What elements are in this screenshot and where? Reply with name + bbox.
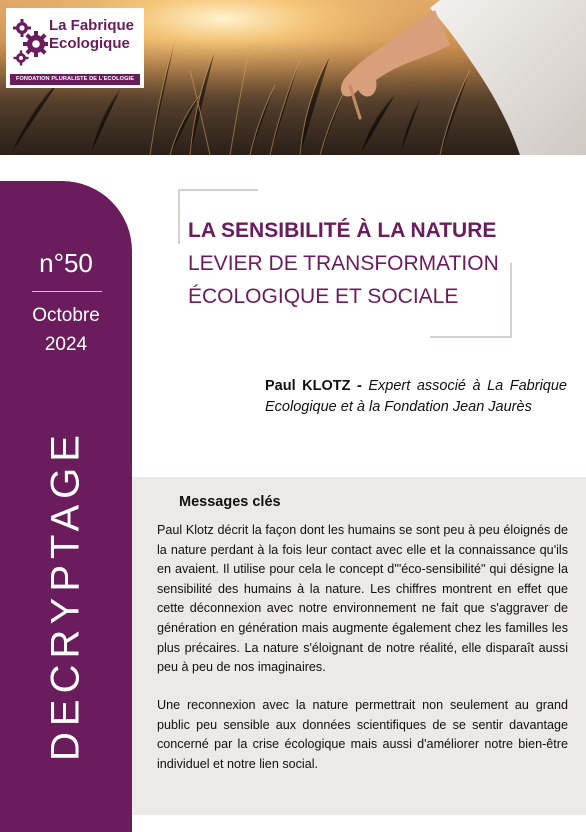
brand-name-line1: La Fabrique <box>49 17 135 34</box>
issue-divider <box>32 291 102 292</box>
brand-logo <box>6 8 144 88</box>
author-name: Paul KLOTZ - <box>265 378 362 394</box>
issue-number: n°50 <box>39 248 93 278</box>
brand-tagline: FONDATION PLURALISTE DE L'ECOLOGIE <box>10 74 140 85</box>
page-subtitle-line1: LEVIER DE TRANSFORMATION <box>188 252 499 275</box>
key-messages-heading: Messages clés <box>179 494 281 510</box>
page-title: LA SENSIBILITÉ À LA NATURE <box>188 219 497 242</box>
brand-name-line2: Ecologique <box>49 35 130 52</box>
issue-month: Octobre <box>32 305 100 326</box>
author-credit <box>265 376 567 418</box>
gear-leaf-icon <box>10 18 48 70</box>
issue-year: 2024 <box>44 334 88 355</box>
brand-name <box>49 17 144 53</box>
category-label <box>43 429 88 761</box>
key-messages-paragraph-2: Une reconnexion avec la nature permettrait non seulement au grand public peu sensible aux données scientifiques de se sentir davantage concerné par la crise écologique mais aussi d'améliorer notre bien-être individuel et notre lien social. <box>157 698 568 771</box>
category-text: DECRYPTAGE <box>43 429 88 761</box>
key-messages-paragraph-1: Paul Klotz décrit la façon dont les humains se sont peu à peu éloignés de la nature perdant à la fois leur contact avec elle et la connaissance qu'ils en avaient. Il utilise pour cela le concept d'"éco-sensibilité" qui désigne la sensibilité des humains à la nature. Les chiffres montrent en effet que cette déconnexion avec notre environnement ne fait que s'aggraver de génération en génération mais augmente également chez les familles les plus précaires. La nature s'éloignant de notre réalité, elle disparaît aussi peu à peu de nos imaginaires. <box>157 523 568 675</box>
author-role: Expert associé à La Fabrique Ecologique et à la Fondation Jean Jaurès <box>265 378 567 415</box>
page-subtitle-line2: ÉCOLOGIQUE ET SOCIALE <box>188 285 459 308</box>
